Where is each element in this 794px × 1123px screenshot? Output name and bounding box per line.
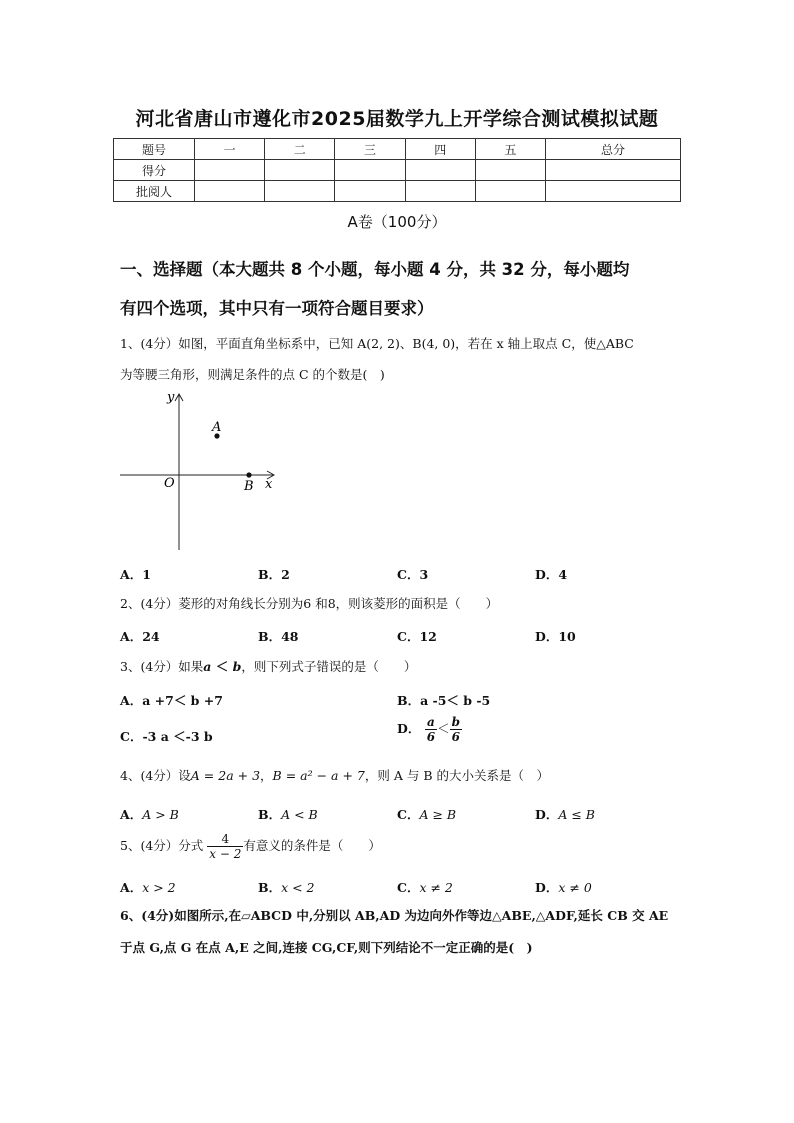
- score-cell[interactable]: [335, 160, 405, 181]
- score-cell[interactable]: [265, 160, 335, 181]
- q2-option-c[interactable]: C．12: [397, 629, 437, 644]
- part-heading-line1: 一、选择题（本大题共 8 个小题，每小题 4 分，共 32 分，每小题均: [120, 260, 630, 279]
- q3-option-d[interactable]: [397, 715, 462, 744]
- option-label: A．: [120, 880, 143, 895]
- q5-prefix: 5、(4分）分式: [120, 838, 204, 853]
- q3-option-a-label: A．: [120, 693, 143, 708]
- frac-numerator: 4: [207, 832, 243, 847]
- section-title: A卷（100分）: [347, 213, 447, 231]
- q3-cond-lt: ＜: [211, 659, 233, 674]
- q3-option-a[interactable]: [120, 691, 223, 709]
- q3-option-d-frac2: [450, 715, 462, 744]
- q1-option-d[interactable]: D．4: [535, 567, 568, 582]
- option-label: A．: [120, 807, 143, 822]
- frac-denominator: x − 2: [209, 847, 242, 861]
- q1-option-b[interactable]: B．2: [258, 567, 290, 582]
- option-expr: A ≥ B: [419, 807, 457, 822]
- score-row-label: 批阅人: [114, 181, 195, 202]
- score-table-header-row: [114, 139, 681, 160]
- q3-option-d-label: D．: [397, 721, 421, 736]
- score-header-cell: 四: [405, 139, 475, 160]
- q3-option-a-expr: a +7＜ b +7: [142, 693, 223, 708]
- q1-option-a[interactable]: A．1: [120, 567, 151, 582]
- score-table-row: [114, 181, 681, 202]
- score-header-cell: 题号: [114, 139, 195, 160]
- q5-suffix: 有意义的条件是（ ）: [243, 838, 381, 853]
- score-cell[interactable]: [405, 160, 475, 181]
- q4-option-a[interactable]: [120, 805, 179, 823]
- score-header-cell: 三: [335, 139, 405, 160]
- option-expr: A > B: [142, 807, 179, 822]
- score-cell[interactable]: [475, 160, 545, 181]
- q4-suffix: ，则 A 与 B 的大小关系是（ ）: [364, 768, 549, 783]
- option-label: B．: [258, 807, 282, 822]
- q5-option-d[interactable]: [535, 878, 592, 896]
- q3-cond-a: a: [203, 659, 212, 674]
- score-row-label: 得分: [114, 160, 195, 181]
- question-2: 2、(4分）菱形的对角线长分别为6 和8，则该菱形的面积是（ ）: [120, 596, 499, 611]
- frac-numerator: b: [451, 715, 460, 729]
- score-cell[interactable]: [405, 181, 475, 202]
- score-cell[interactable]: [195, 160, 265, 181]
- q4-sep: ，: [260, 768, 273, 783]
- q5-option-a[interactable]: [120, 878, 176, 896]
- exam-title: 河北省唐山市遵化市2025届数学九上开学综合测试模拟试题: [135, 108, 659, 130]
- score-cell[interactable]: [265, 181, 335, 202]
- frac-denominator: 6: [451, 730, 460, 744]
- frac-numerator: a: [425, 715, 437, 730]
- option-expr: x < 2: [281, 880, 315, 895]
- question-5: [120, 832, 680, 861]
- score-cell[interactable]: [546, 160, 681, 181]
- question-1-line2: 为等腰三角形，则满足条件的点 C 的个数是( ): [120, 367, 385, 382]
- option-expr: A ≤ B: [558, 807, 595, 822]
- q3-option-c[interactable]: [120, 727, 213, 745]
- y-axis-label: y: [167, 390, 175, 405]
- point-b: [246, 472, 251, 477]
- score-header-cell: 二: [265, 139, 335, 160]
- option-label: C．: [397, 880, 420, 895]
- q2-option-b[interactable]: B．48: [258, 629, 299, 644]
- q3-suffix: ，则下列式子错误的是（ ）: [241, 659, 417, 674]
- score-cell[interactable]: [195, 181, 265, 202]
- option-label: D．: [535, 880, 559, 895]
- q1-option-c[interactable]: C．3: [397, 567, 429, 582]
- question-6-line1: 6、(4分)如图所示,在▱ABCD 中,分别以 AB,AD 为边向外作等边△ABE,△ADF,延长 CB 交 AE: [120, 908, 669, 923]
- point-a-label: A: [212, 420, 222, 435]
- frac-denominator: 6: [426, 730, 436, 744]
- q5-option-b[interactable]: [258, 878, 315, 896]
- option-expr: x > 2: [142, 880, 176, 895]
- score-header-cell: 五: [475, 139, 545, 160]
- option-label: B．: [258, 880, 282, 895]
- score-cell[interactable]: [335, 181, 405, 202]
- q4-expr-a: A = 2a + 3: [190, 768, 261, 783]
- q3-option-b-expr: a -5＜ b -5: [420, 693, 491, 708]
- option-expr: x ≠ 0: [558, 880, 592, 895]
- q4-option-d[interactable]: [535, 805, 595, 823]
- x-axis-label: x: [265, 477, 273, 492]
- q4-option-c[interactable]: [397, 805, 456, 823]
- question-3: [120, 659, 680, 675]
- score-table: [113, 138, 681, 202]
- question-1-line1: 1、(4分）如图，平面直角坐标系中，已知 A(2, 2)、B(4, 0)，若在 x 轴上取点 C，使△ABC: [120, 336, 634, 351]
- q3-option-b-label: B．: [397, 693, 421, 708]
- q3-option-c-label: C．: [120, 729, 143, 744]
- q4-prefix: 4、(4分）设: [120, 768, 191, 783]
- q3-option-d-lt: ＜: [437, 721, 450, 736]
- score-header-cell: 一: [195, 139, 265, 160]
- question-4: [120, 768, 680, 784]
- origin-label: O: [164, 476, 175, 491]
- q3-prefix: 3、(4分）如果: [120, 659, 204, 674]
- score-table-row: [114, 160, 681, 181]
- part-heading-line2: 有四个选项，其中只有一项符合题目要求）: [120, 299, 434, 318]
- option-expr: A < B: [281, 807, 318, 822]
- q5-option-c[interactable]: [397, 878, 453, 896]
- q2-option-d[interactable]: D．10: [535, 629, 576, 644]
- q3-cond-b: b: [232, 659, 242, 674]
- q5-fraction: [207, 832, 243, 861]
- score-cell[interactable]: [475, 181, 545, 202]
- q3-option-d-frac1: [425, 715, 437, 744]
- coordinate-graph: [110, 388, 290, 558]
- option-label: D．: [535, 807, 559, 822]
- q4-expr-b: B = a² − a + 7: [272, 768, 365, 783]
- question-6-line2: 于点 G,点 G 在点 A,E 之间,连接 CG,CF,则下列结论不一定正确的是( ): [120, 940, 533, 955]
- q3-option-c-expr: -3 a ＜-3 b: [142, 729, 213, 744]
- option-label: C．: [397, 807, 420, 822]
- score-cell[interactable]: [546, 181, 681, 202]
- score-header-cell: 总分: [546, 139, 681, 160]
- q2-option-a[interactable]: A．24: [120, 629, 160, 644]
- q3-option-b[interactable]: [397, 691, 490, 709]
- q4-option-b[interactable]: [258, 805, 318, 823]
- option-expr: x ≠ 2: [419, 880, 453, 895]
- point-b-label: B: [244, 479, 254, 494]
